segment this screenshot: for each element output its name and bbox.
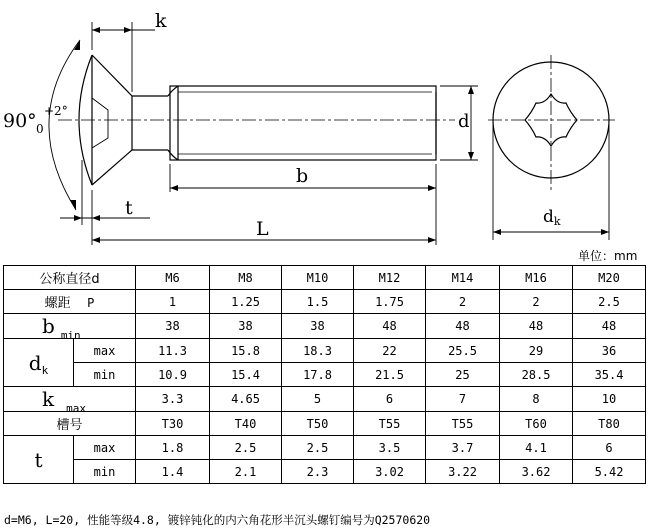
label-angle-upper: +2°	[44, 104, 68, 118]
screw-drawing	[0, 0, 649, 250]
label-dk: dk	[543, 207, 561, 228]
table-cell: 38	[282, 314, 354, 339]
table-cell: 48	[500, 314, 573, 339]
cone-upper	[92, 55, 132, 96]
shank	[170, 86, 436, 160]
table-cell: 1.75	[354, 290, 426, 314]
table-cell: 7	[426, 387, 500, 412]
table-cell: 38	[210, 314, 282, 339]
table-cell: 2.3	[282, 460, 354, 484]
dk-max-label: max	[74, 339, 136, 363]
table-cell: 48	[426, 314, 500, 339]
table-cell: 17.8	[282, 363, 354, 387]
slot-label: 槽号	[4, 412, 136, 436]
table-row-b	[4, 314, 646, 339]
table-cell: 11.3	[136, 339, 210, 363]
table-cell: 3.22	[426, 460, 500, 484]
table-cell: 1.5	[282, 290, 354, 314]
t-label: t	[4, 436, 74, 484]
label-L: L	[256, 218, 269, 240]
table-cell: 10	[573, 387, 646, 412]
table-cell: T55	[426, 412, 500, 436]
b-label: b min	[4, 314, 136, 339]
label-t: t	[125, 197, 133, 219]
table-cell: 1	[136, 290, 210, 314]
table-cell: T55	[354, 412, 426, 436]
size-cell: M10	[282, 266, 354, 290]
table-cell: 5.42	[573, 460, 646, 484]
table-cell: 25	[426, 363, 500, 387]
table-row-dk-max	[4, 339, 646, 363]
table-row-k	[4, 387, 646, 412]
table-row-dk-min	[4, 363, 646, 387]
size-cell: M8	[210, 266, 282, 290]
table-row-pitch	[4, 290, 646, 314]
table-row-t-min	[4, 460, 646, 484]
table-cell: 1.25	[210, 290, 282, 314]
table-cell: 29	[500, 339, 573, 363]
header-label: 公称直径d	[4, 266, 136, 290]
table-cell: 3.5	[354, 436, 426, 460]
table-cell: 48	[573, 314, 646, 339]
table-row-header	[4, 266, 646, 290]
table-cell: 2	[500, 290, 573, 314]
table-cell: 4.65	[210, 387, 282, 412]
cone-lower	[92, 150, 132, 185]
table-cell: 25.5	[426, 339, 500, 363]
table-cell: 1.4	[136, 460, 210, 484]
table-cell: 6	[354, 387, 426, 412]
label-k: k	[155, 10, 167, 32]
table-cell: 15.4	[210, 363, 282, 387]
t-min-label: min	[74, 460, 136, 484]
table-cell: 1.8	[136, 436, 210, 460]
table-cell: 3.02	[354, 460, 426, 484]
label-angle-lower: 0	[36, 122, 44, 136]
spec-table	[3, 265, 646, 484]
size-cell: M14	[426, 266, 500, 290]
table-cell: 48	[354, 314, 426, 339]
t-max-label: max	[74, 436, 136, 460]
table-cell: 28.5	[500, 363, 573, 387]
dk-min-label: min	[74, 363, 136, 387]
table-cell: T80	[573, 412, 646, 436]
table-cell: 3.7	[426, 436, 500, 460]
table-cell: 2.1	[210, 460, 282, 484]
table-cell: T40	[210, 412, 282, 436]
table-cell: 35.4	[573, 363, 646, 387]
table-cell: 2.5	[573, 290, 646, 314]
label-angle: 90°	[3, 110, 37, 132]
label-d: d	[458, 111, 470, 132]
table-cell: 3.62	[500, 460, 573, 484]
table-cell: 3.3	[136, 387, 210, 412]
table-cell: T50	[282, 412, 354, 436]
pitch-label: 螺距 P	[4, 290, 136, 314]
dk-label: dk	[4, 339, 74, 387]
table-cell: 18.3	[282, 339, 354, 363]
table-cell: 2	[426, 290, 500, 314]
table-row-t-max	[4, 436, 646, 460]
unit-label: 单位：mm	[578, 249, 638, 263]
table-cell: 2.5	[210, 436, 282, 460]
table-cell: 5	[282, 387, 354, 412]
table-cell: 6	[573, 436, 646, 460]
size-cell: M20	[573, 266, 646, 290]
label-b: b	[296, 165, 309, 187]
table-cell: T60	[500, 412, 573, 436]
table-cell: T30	[136, 412, 210, 436]
k-label: k max	[4, 387, 136, 412]
table-cell: 8	[500, 387, 573, 412]
size-cell: M6	[136, 266, 210, 290]
table-cell: 22	[354, 339, 426, 363]
table-row-slot	[4, 412, 646, 436]
table-cell: 15.8	[210, 339, 282, 363]
table-cell: 2.5	[282, 436, 354, 460]
table-cell: 38	[136, 314, 210, 339]
designation-caption: d=M6, L=20, 性能等级4.8, 镀锌钝化的内六角花形半沉头螺钉编号为Q2570620	[4, 513, 431, 527]
size-cell: M12	[354, 266, 426, 290]
table-cell: 10.9	[136, 363, 210, 387]
table-cell: 21.5	[354, 363, 426, 387]
size-cell: M16	[500, 266, 573, 290]
table-cell: 4.1	[500, 436, 573, 460]
table-cell: 36	[573, 339, 646, 363]
